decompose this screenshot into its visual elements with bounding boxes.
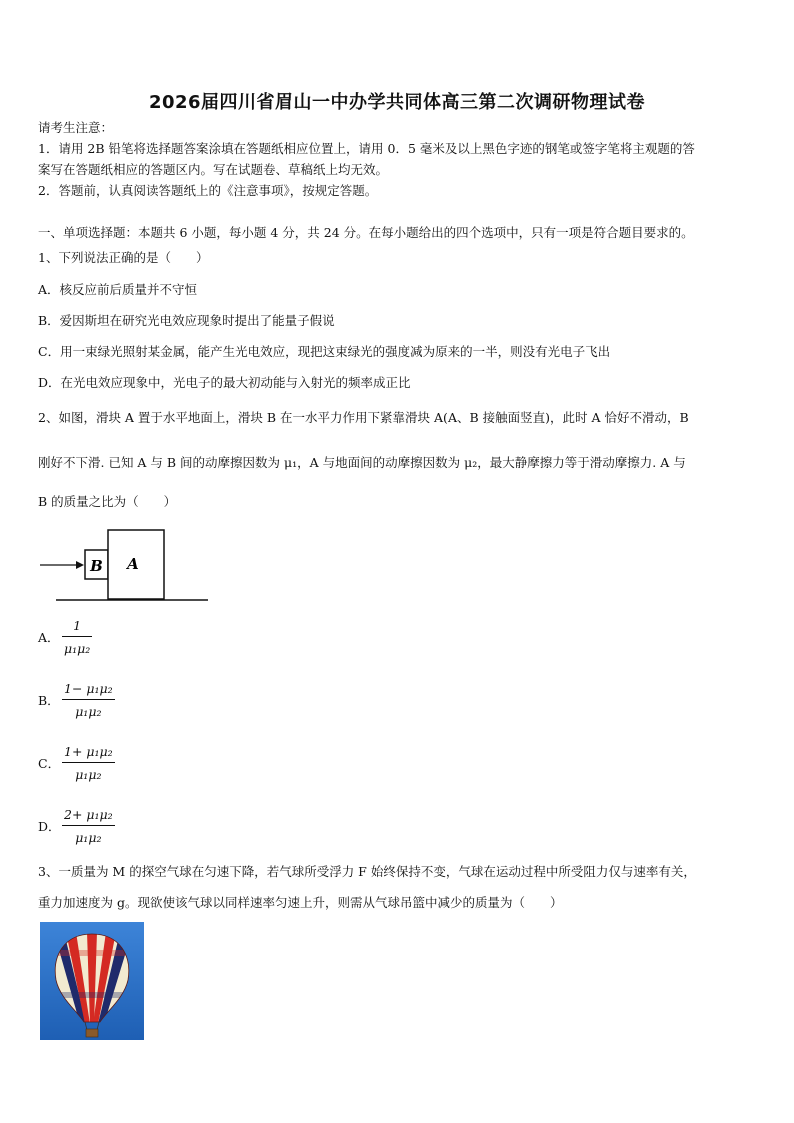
notice-item-1-line-1: 1．请用 2B 铅笔将选择题答案涂填在答题纸相应位置上，请用 0．5 毫米及以上黑色字迹的钢笔或签字笔将主观题的答 xyxy=(38,141,695,156)
q2-option-b-fraction xyxy=(62,681,115,719)
notice-item-2: 2．答题前，认真阅读答题纸上的《注意事项》，按规定答题。 xyxy=(38,183,378,198)
q2-option-d-label: D． xyxy=(38,819,61,834)
q1-stem: 1、下列说法正确的是（ ） xyxy=(38,250,209,265)
q1-option-d: D．在光电效应现象中，光电子的最大初动能与入射光的频率成正比 xyxy=(38,375,411,390)
q2-option-a-label: A． xyxy=(38,630,60,645)
q2-option-b-denominator: μ₁μ₂ xyxy=(75,704,102,719)
q2-option-b-numerator: 1− μ₁μ₂ xyxy=(64,681,113,696)
block-a-label: A xyxy=(127,555,139,573)
q2-option-c-fraction xyxy=(62,744,115,782)
section-heading: 一、单项选择题：本题共 6 小题，每小题 4 分，共 24 分。在每小题给出的四个选项中，只有一项是符合题目要求的。 xyxy=(38,225,694,240)
force-arrow-head xyxy=(76,561,84,569)
q2-option-b-label: B． xyxy=(38,693,60,708)
q2-option-d-fraction xyxy=(62,807,115,845)
block-b-label: B xyxy=(90,557,103,575)
q2-block-figure xyxy=(36,525,216,607)
q2-option-a-numerator: 1 xyxy=(73,618,82,633)
q1-option-b: B．爱因斯坦在研究光电效应现象时提出了能量子假说 xyxy=(38,313,335,328)
q2-option-c-denominator: μ₁μ₂ xyxy=(75,767,102,782)
q2-option-c-numerator: 1+ μ₁μ₂ xyxy=(64,744,113,759)
q1-option-a: A．核反应前后质量并不守恒 xyxy=(38,282,198,297)
q2-stem-line-3: B 的质量之比为（ ） xyxy=(38,494,177,509)
page-title: 2026届四川省眉山一中办学共同体高三第二次调研物理试卷 xyxy=(148,92,646,113)
q2-option-d-numerator: 2+ μ₁μ₂ xyxy=(64,807,113,822)
q2-option-c-label: C． xyxy=(38,756,61,771)
q3-stem-line-2: 重力加速度为 g。现欲使该气球以同样速率匀速上升，则需从气球吊篮中减少的质量为（ ） xyxy=(38,895,563,910)
q2-option-a-fraction xyxy=(62,618,92,656)
hot-air-balloon-image xyxy=(40,922,144,1040)
q2-stem-line-2: 刚好不下滑. 已知 A 与 B 间的动摩擦因数为 μ₁，A 与地面间的动摩擦因数为 μ₂，最大静摩擦力等于滑动摩擦力. A 与 xyxy=(38,455,686,470)
notice-heading: 请考生注意： xyxy=(38,120,114,135)
q2-stem-line-1: 2、如图，滑块 A 置于水平地面上，滑块 B 在一水平力作用下紧靠滑块 A(A、B 接触面竖直)，此时 A 恰好不滑动，B xyxy=(38,410,689,425)
balloon-basket xyxy=(86,1029,98,1037)
q2-option-d-denominator: μ₁μ₂ xyxy=(75,830,102,845)
q1-option-c: C．用一束绿光照射某金属，能产生光电效应，现把这束绿光的强度减为原来的一半，则没有光电子飞出 xyxy=(38,344,611,359)
q2-option-a-denominator: μ₁μ₂ xyxy=(64,641,91,656)
notice-item-1-line-2: 案写在答题纸相应的答题区内。写在试题卷、草稿纸上均无效。 xyxy=(38,162,389,177)
q3-stem-line-1: 3、一质量为 M 的探空气球在匀速下降，若气球所受浮力 F 始终保持不变，气球在运动过程中所受阻力仅与速率有关， xyxy=(38,864,696,879)
